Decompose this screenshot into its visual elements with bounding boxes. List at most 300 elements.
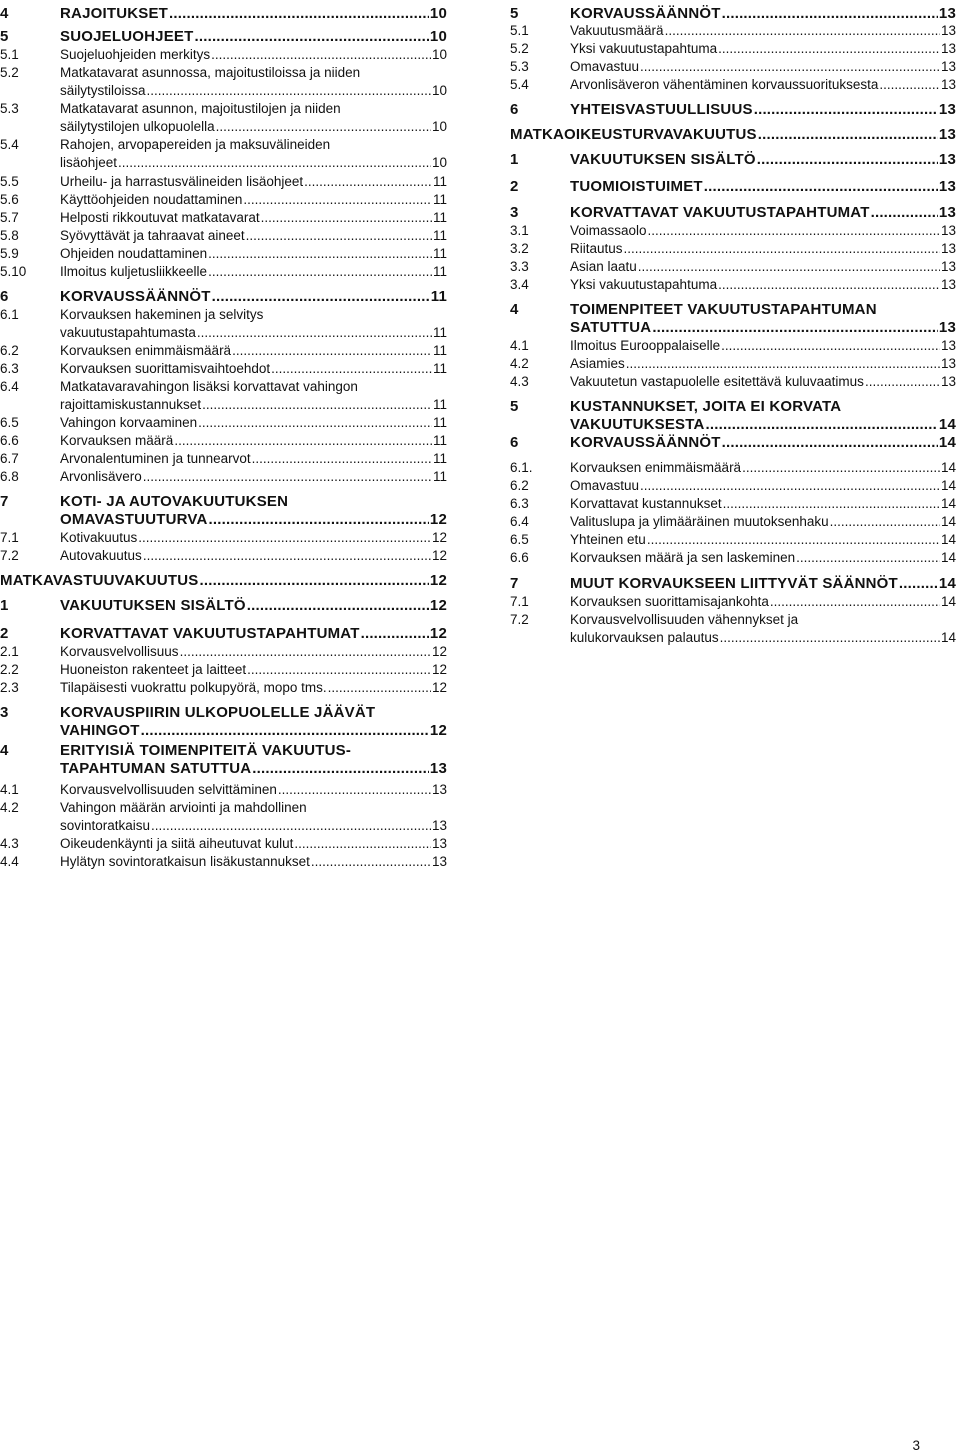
toc-subentry (510, 258, 956, 276)
toc-subentry (0, 46, 447, 64)
toc-dot-leader (718, 276, 940, 294)
toc-entry-title: Ilmoitus Eurooppalaiselle (570, 338, 721, 353)
toc-entry-number: 4.3 (0, 836, 19, 851)
toc-entry-number: 6.1. (510, 460, 533, 475)
toc-entry-title: Ohjeiden noudattaminen (60, 246, 208, 261)
toc-dot-leader (770, 593, 940, 611)
toc-entry-number: 5 (510, 5, 519, 22)
toc-entry-title: Riitautus (570, 241, 623, 256)
toc-page-number: 11 (432, 228, 447, 243)
toc-entry-title: KOTI- JA AUTOVAKUUTUKSEN (60, 493, 289, 510)
toc-entry-number: 6.3 (0, 361, 19, 376)
toc-section-entry (510, 101, 956, 119)
toc-dot-leader (208, 263, 432, 281)
toc-dot-leader (194, 28, 428, 46)
toc-page-number: 13 (940, 338, 956, 353)
toc-page-number: 13 (938, 319, 956, 336)
toc-dot-leader (174, 432, 432, 450)
toc-subentry (0, 342, 447, 360)
toc-dot-leader (304, 173, 432, 191)
toc-page-number: 13 (431, 836, 447, 851)
toc-entry-title: Korvausvelvollisuuden vähennykset ja (570, 612, 799, 627)
toc-entry-title: vakuutustapahtumasta (60, 325, 196, 340)
toc-entry-number: 1 (0, 597, 9, 614)
toc-dot-leader (261, 209, 432, 227)
toc-subentry (0, 661, 447, 679)
toc-entry-number: 5.6 (0, 192, 19, 207)
toc-entry-number: 4.4 (0, 854, 19, 869)
toc-entry-number: 6 (0, 288, 9, 305)
toc-entry-number: 5.2 (510, 41, 529, 56)
toc-section-entry (510, 5, 956, 23)
toc-page-number: 13 (940, 241, 956, 256)
toc-dot-leader (252, 760, 429, 778)
toc-section-entry (510, 398, 956, 434)
toc-dot-leader (311, 853, 431, 871)
toc-entry-title: Arvonlisäveron vähentäminen korvaussuorituksesta (570, 77, 879, 92)
toc-page-number: 13 (940, 223, 956, 238)
toc-subentry (0, 853, 447, 871)
toc-dot-leader (722, 434, 938, 452)
toc-entry-title: RAJOITUKSET (60, 5, 169, 22)
toc-entry-title: Asiamies (570, 356, 625, 371)
toc-page-number: 14 (940, 594, 956, 609)
toc-page-number: 11 (432, 343, 447, 358)
toc-entry-title: KORVATTAVAT VAKUUTUSTAPAHTUMAT (60, 625, 360, 642)
toc-subentry (510, 22, 956, 40)
toc-entry-number: 5.4 (510, 77, 529, 92)
toc-page-number: 12 (429, 722, 447, 739)
toc-entry-number: 4 (0, 742, 9, 759)
toc-entry-title: KORVAUSSÄÄNNÖT (570, 5, 721, 22)
toc-page-number: 14 (938, 434, 956, 451)
toc-page-number: 12 (429, 572, 447, 589)
toc-dot-leader (200, 572, 429, 590)
toc-page-number: 11 (432, 325, 447, 340)
toc-page-number: 11 (432, 433, 447, 448)
toc-subentry (0, 450, 447, 468)
toc-entry-title: Korvattavat kustannukset (570, 496, 722, 511)
toc-entry-title: Ilmoitus kuljetusliikkeelle (60, 264, 208, 279)
toc-page-number: 12 (431, 548, 447, 563)
toc-subentry (510, 477, 956, 495)
toc-entry-number: 6 (510, 434, 519, 451)
toc-dot-leader (232, 342, 432, 360)
toc-dot-leader (198, 414, 432, 432)
toc-entry-number: 5.5 (0, 174, 19, 189)
toc-subentry (510, 58, 956, 76)
toc-entry-number: 4.3 (510, 374, 529, 389)
toc-page-number: 11 (432, 451, 447, 466)
toc-dot-leader (704, 178, 938, 196)
toc-entry-number: 2 (0, 625, 9, 642)
toc-entry-title: Syövyttävät ja tahraavat aineet (60, 228, 245, 243)
toc-entry-title: Omavastuu (570, 478, 640, 493)
toc-page-number: 11 (432, 246, 447, 261)
toc-entry-title: Korvauksen hakeminen ja selvitys (60, 307, 264, 322)
toc-entry-number: 7.1 (0, 530, 19, 545)
toc-entry-title: Huoneiston rakenteet ja laitteet (60, 662, 247, 677)
toc-entry-title: Hylätyn sovintoratkaisun lisäkustannukset (60, 854, 310, 869)
toc-entry-title: Oikeudenkäynti ja siitä aiheutuvat kulut (60, 836, 294, 851)
toc-entry-number: 3.1 (510, 223, 529, 238)
toc-entry-title: lisäohjeet (60, 155, 118, 170)
toc-entry-number: 6.2 (510, 478, 529, 493)
toc-entry-title: Korvauksen suorittamisvaihtoehdot (60, 361, 271, 376)
toc-section-entry (510, 204, 956, 222)
toc-subentry (0, 209, 447, 227)
toc-subentry (0, 432, 447, 450)
toc-entry-number: 7.2 (0, 548, 19, 563)
toc-subentry (510, 495, 956, 513)
toc-entry-title: Kotivakuutus (60, 530, 138, 545)
toc-page-number: 11 (432, 397, 447, 412)
toc-page-number: 13 (940, 356, 956, 371)
toc-entry-number: 5.1 (0, 47, 19, 62)
toc-entry-number: 3 (510, 204, 519, 221)
toc-entry-title: Korvausvelvollisuus (60, 644, 179, 659)
toc-page-number: 11 (432, 361, 447, 376)
toc-entry-title: Korvausvelvollisuuden selvittäminen (60, 782, 277, 797)
toc-page-number: 12 (429, 597, 447, 614)
toc-entry-title: rajoittamiskustannukset (60, 397, 202, 412)
toc-dot-leader (247, 597, 429, 615)
toc-entry-title: TAPAHTUMAN SATUTTUA (60, 760, 252, 777)
toc-section-entry (0, 288, 447, 306)
toc-entry-title: MUUT KORVAUKSEEN LIITTYVÄT SÄÄNNÖT (570, 575, 898, 592)
toc-page-number: 10 (429, 28, 447, 45)
toc-page-number: 12 (431, 644, 447, 659)
toc-dot-leader (118, 154, 431, 172)
toc-entry-number: 5.4 (0, 137, 19, 152)
toc-subentry (510, 611, 956, 647)
toc-dot-leader (626, 355, 940, 373)
toc-dot-leader (721, 337, 940, 355)
toc-dot-leader (899, 575, 938, 593)
toc-section-entry (510, 575, 956, 593)
toc-dot-leader (830, 513, 940, 531)
toc-dot-leader (278, 781, 431, 799)
toc-dot-leader (720, 629, 940, 647)
toc-entry-title: kulukorvauksen palautus (570, 630, 719, 645)
toc-dot-leader (865, 373, 940, 391)
toc-entry-number: 7.1 (510, 594, 529, 609)
toc-dot-leader (211, 46, 431, 64)
toc-dot-leader (796, 549, 940, 567)
toc-subentry (0, 781, 447, 799)
toc-entry-title: Arvonlisävero (60, 469, 142, 484)
toc-dot-leader (640, 58, 940, 76)
toc-dot-leader (180, 643, 431, 661)
toc-entry-number: 5.8 (0, 228, 19, 243)
toc-dot-leader (246, 227, 432, 245)
toc-entry-title: Helposti rikkoutuvat matkatavarat (60, 210, 260, 225)
toc-dot-leader (252, 450, 432, 468)
toc-entry-title: KORVATTAVAT VAKUUTUSTAPAHTUMAT (570, 204, 870, 221)
toc-page-number: 13 (940, 41, 956, 56)
toc-subentry (0, 679, 447, 697)
toc-entry-number: 7 (0, 493, 9, 510)
toc-dot-leader (271, 360, 432, 378)
toc-entry-number: 5.10 (0, 264, 27, 279)
toc-entry-title: Rahojen, arvopapereiden ja maksuvälineiden (60, 137, 331, 152)
toc-dot-leader (871, 204, 938, 222)
toc-entry-title: Yksi vakuutustapahtuma (570, 41, 718, 56)
toc-entry-number: 3 (0, 704, 9, 721)
toc-page-number: 11 (432, 264, 447, 279)
toc-dot-leader (243, 191, 432, 209)
toc-section-entry (0, 625, 447, 643)
toc-entry-number: 6 (510, 101, 519, 118)
toc-page-number: 11 (432, 174, 447, 189)
toc-subentry (0, 64, 447, 100)
toc-section-entry (0, 5, 447, 23)
toc-entry-title: Arvonalentuminen ja tunnearvot (60, 451, 251, 466)
toc-subentry (510, 276, 956, 294)
toc-subentry (510, 593, 956, 611)
toc-page-number: 13 (938, 126, 956, 143)
toc-section-entry (0, 597, 447, 615)
toc-dot-leader (169, 5, 429, 23)
toc-subentry (510, 222, 956, 240)
toc-entry-number: 7.2 (510, 612, 529, 627)
toc-subentry (0, 360, 447, 378)
toc-dot-leader (197, 324, 432, 342)
toc-entry-number: 7 (510, 575, 519, 592)
toc-entry-number: 6.4 (0, 379, 19, 394)
toc-page-number: 13 (938, 204, 956, 221)
toc-entry-number: 6.3 (510, 496, 529, 511)
toc-dot-leader (209, 511, 429, 529)
toc-entry-title: Vakuutusmäärä (570, 23, 664, 38)
toc-entry-title: Korvauksen suorittamisajankohta (570, 594, 769, 609)
toc-entry-title: SUOJELUOHJEET (60, 28, 194, 45)
toc-page-number: 13 (940, 259, 956, 274)
toc-entry-title: Korvauksen määrä (60, 433, 174, 448)
toc-dot-leader (723, 495, 940, 513)
toc-entry-title: Käyttöohjeiden noudattaminen (60, 192, 243, 207)
toc-subentry (510, 355, 956, 373)
toc-entry-number: 5.2 (0, 65, 19, 80)
toc-dot-leader (151, 817, 431, 835)
toc-entry-title: Matkatavarat asunnon, majoitustilojen ja niiden (60, 101, 341, 116)
toc-subentry (510, 337, 956, 355)
toc-dot-leader (202, 396, 432, 414)
toc-entry-title: Omavastuu (570, 59, 640, 74)
toc-entry-title: Voimassaolo (570, 223, 647, 238)
toc-page-number: 13 (940, 277, 956, 292)
toc-dot-leader (361, 625, 429, 643)
toc-subentry (0, 306, 447, 342)
toc-entry-number: 6.4 (510, 514, 529, 529)
toc-dot-leader (208, 245, 432, 263)
toc-entry-title: KORVAUSSÄÄNNÖT (60, 288, 211, 305)
toc-page-number: 14 (940, 630, 956, 645)
toc-page-number: 11 (432, 210, 447, 225)
toc-page-number: 13 (938, 5, 956, 22)
toc-page-number: 12 (431, 662, 447, 677)
toc-dot-leader (638, 258, 940, 276)
toc-entry-title: TOIMENPITEET VAKUUTUSTAPAHTUMAN (570, 301, 877, 318)
toc-subentry (0, 227, 447, 245)
toc-entry-number: 6.5 (510, 532, 529, 547)
toc-dot-leader (212, 288, 430, 306)
toc-page-number: 12 (431, 530, 447, 545)
toc-entry-title: VAKUUTUKSEN SISÄLTÖ (60, 597, 246, 614)
toc-dot-leader (624, 240, 940, 258)
toc-dot-leader (722, 5, 938, 23)
toc-dot-leader (758, 126, 938, 144)
toc-entry-number: 3.4 (510, 277, 529, 292)
toc-section-entry (510, 178, 956, 196)
toc-entry-number: 4 (510, 301, 519, 318)
toc-entry-number: 6.8 (0, 469, 19, 484)
page-number: 3 (912, 1438, 920, 1453)
toc-page-number: 12 (431, 680, 447, 695)
toc-dot-leader (718, 40, 940, 58)
toc-page-number: 13 (940, 23, 956, 38)
toc-entry-title: Matkatavaravahingon lisäksi korvattavat vahingon (60, 379, 358, 394)
toc-page-number: 13 (429, 760, 447, 777)
toc-dot-leader (247, 661, 431, 679)
toc-page-number: 13 (940, 374, 956, 389)
toc-subentry (510, 76, 956, 94)
toc-subentry (0, 835, 447, 853)
toc-subentry (0, 245, 447, 263)
toc-entry-number: 5.1 (510, 23, 529, 38)
toc-section-entry (510, 434, 956, 452)
toc-page-number: 10 (431, 47, 447, 62)
toc-entry-number: 5 (510, 398, 519, 415)
toc-subentry (510, 513, 956, 531)
toc-entry-title: VAHINGOT (60, 722, 140, 739)
toc-dot-leader (143, 547, 431, 565)
toc-dot-leader (647, 531, 940, 549)
toc-entry-number: 1 (510, 151, 519, 168)
toc-page-number: 13 (940, 59, 956, 74)
toc-page-number: 14 (940, 496, 956, 511)
toc-entry-title: Korvauksen enimmäismäärä (60, 343, 232, 358)
toc-dot-leader (143, 468, 432, 486)
toc-entry-number: 6.6 (510, 550, 529, 565)
toc-entry-number: 3.3 (510, 259, 529, 274)
toc-subentry (0, 468, 447, 486)
toc-page-number: 13 (431, 818, 447, 833)
toc-dot-leader (879, 76, 940, 94)
toc-entry-title: VAKUUTUKSESTA (570, 416, 705, 433)
toc-entry-number: 6.2 (0, 343, 19, 358)
toc-subentry (0, 547, 447, 565)
toc-section-entry (510, 301, 956, 337)
toc-dot-leader (141, 722, 429, 740)
toc-dot-leader (742, 459, 940, 477)
toc-entry-number: 5.9 (0, 246, 19, 261)
toc-section-entry (0, 572, 447, 590)
toc-page-number: 11 (432, 469, 447, 484)
toc-entry-title: Tilapäisesti vuokrattu polkupyörä, mopo tms. (60, 680, 327, 695)
toc-page-number: 14 (940, 514, 956, 529)
toc-subentry (510, 531, 956, 549)
toc-dot-leader (652, 319, 938, 337)
toc-entry-number: 2.1 (0, 644, 19, 659)
toc-page-number: 13 (431, 782, 447, 797)
toc-entry-number: 4.2 (510, 356, 529, 371)
toc-entry-title: OMAVASTUUTURVA (60, 511, 208, 528)
toc-page-number: 13 (938, 178, 956, 195)
toc-page-number: 10 (431, 155, 447, 170)
toc-entry-number: 3.2 (510, 241, 529, 256)
toc-subentry (510, 40, 956, 58)
toc-entry-title: YHTEISVASTUULLISUUS (570, 101, 753, 118)
toc-page-number: 14 (940, 460, 956, 475)
toc-entry-title: Valituslupa ja ylimääräinen muutoksenhaku (570, 514, 829, 529)
toc-page-number: 12 (429, 511, 447, 528)
toc-subentry (0, 643, 447, 661)
toc-entry-title: säilytystiloissa (60, 83, 146, 98)
toc-dot-leader (640, 477, 940, 495)
toc-section-entry (510, 126, 956, 144)
toc-subentry (510, 373, 956, 391)
toc-entry-title: sovintoratkaisu (60, 818, 151, 833)
toc-entry-number: 2 (510, 178, 519, 195)
toc-page-number: 14 (940, 478, 956, 493)
toc-page-number: 11 (432, 192, 447, 207)
toc-subentry (0, 136, 447, 172)
toc-entry-number: 4.2 (0, 800, 19, 815)
toc-entry-number: 6.5 (0, 415, 19, 430)
toc-entry-number: 6.6 (0, 433, 19, 448)
toc-entry-title: Asian laatu (570, 259, 637, 274)
toc-subentry (0, 799, 447, 835)
toc-entry-number: 2.2 (0, 662, 19, 677)
toc-page-number: 13 (938, 151, 956, 168)
toc-page-number: 10 (431, 119, 447, 134)
toc-entry-number: 5.3 (0, 101, 19, 116)
toc-subentry (510, 549, 956, 567)
toc-entry-title: Korvauksen määrä ja sen laskeminen (570, 550, 796, 565)
toc-dot-leader (138, 529, 431, 547)
toc-entry-title: KORVAUSSÄÄNNÖT (570, 434, 721, 451)
toc-dot-leader (648, 222, 940, 240)
toc-subentry (510, 240, 956, 258)
toc-entry-title: MATKAOIKEUSTURVAVAKUUTUS (510, 126, 757, 143)
toc-dot-leader (328, 679, 431, 697)
toc-entry-number: 5 (0, 28, 9, 45)
toc-page-number: 10 (429, 5, 447, 22)
toc-entry-title: Matkatavarat asunnossa, majoitustiloissa ja niiden (60, 65, 361, 80)
toc-entry-number: 6.1 (0, 307, 19, 322)
toc-entry-title: KUSTANNUKSET, JOITA EI KORVATA (570, 398, 842, 415)
toc-subentry (510, 459, 956, 477)
toc-entry-number: 5.7 (0, 210, 19, 225)
toc-entry-title: Korvauksen enimmäismäärä (570, 460, 742, 475)
toc-page-number: 14 (940, 532, 956, 547)
toc-page-number: 14 (938, 416, 956, 433)
toc-page-number: 10 (431, 83, 447, 98)
toc-page-number: 13 (940, 77, 956, 92)
toc-entry-title: Yksi vakuutustapahtuma (570, 277, 718, 292)
toc-dot-leader (147, 82, 431, 100)
toc-section-entry (510, 151, 956, 169)
toc-entry-number: 5.3 (510, 59, 529, 74)
toc-page-number: 11 (432, 415, 447, 430)
toc-subentry (0, 529, 447, 547)
toc-page-number: 14 (938, 575, 956, 592)
toc-entry-title: Suojeluohjeiden merkitys (60, 47, 211, 62)
toc-subentry (0, 191, 447, 209)
toc-subentry (0, 173, 447, 191)
toc-entry-title: Yhteinen etu (570, 532, 646, 547)
